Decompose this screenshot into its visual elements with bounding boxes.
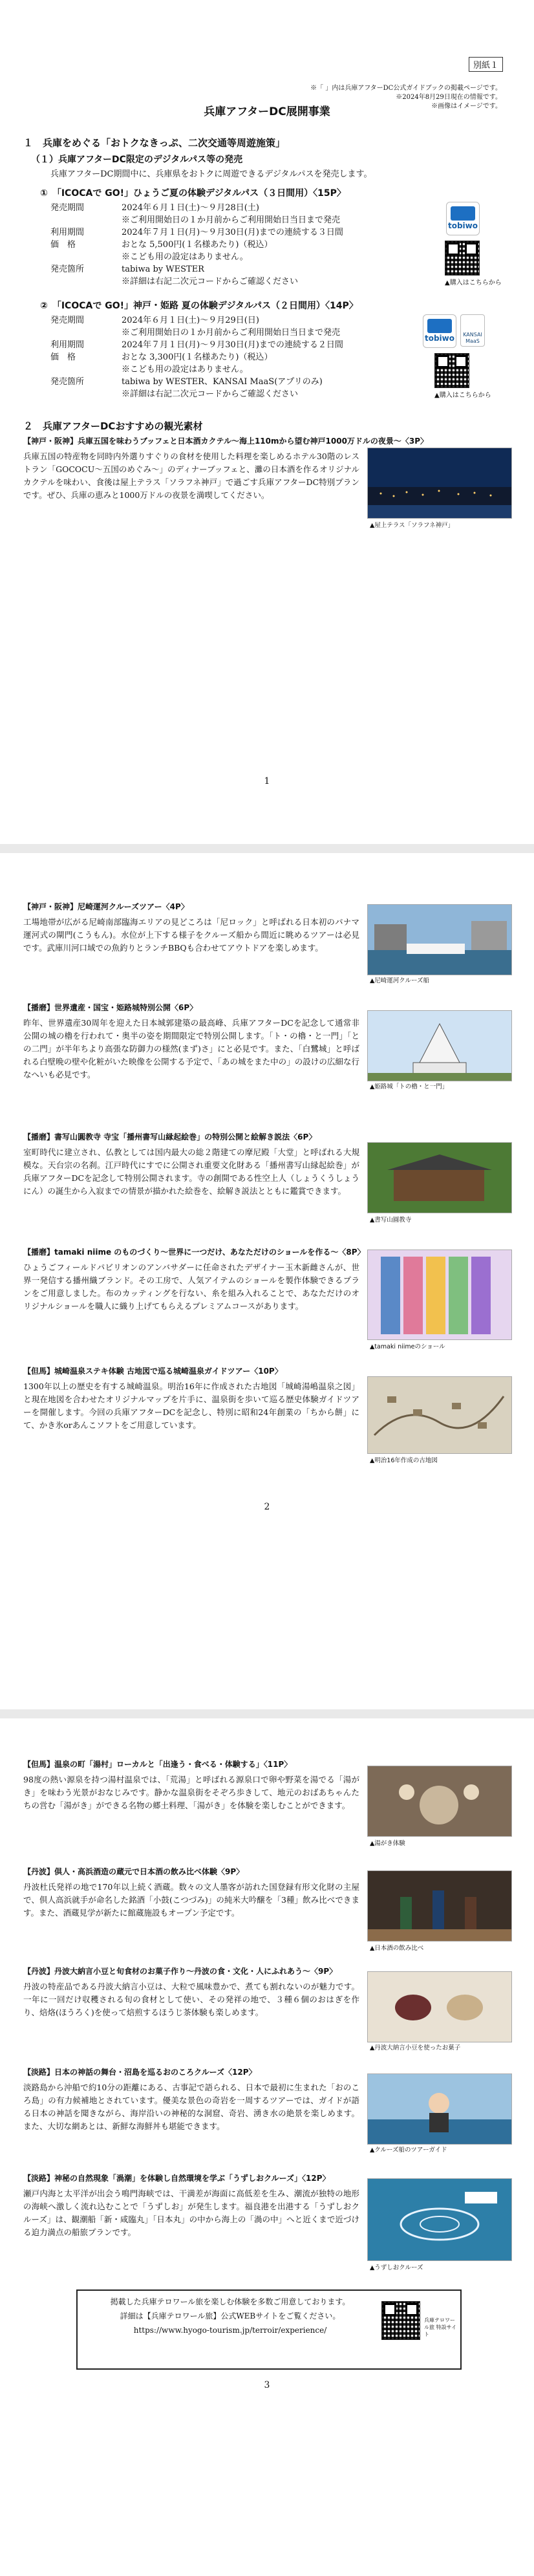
tabiwa-logo: tobiwo — [446, 202, 480, 235]
pass-2-row: ※詳細は右記二次元コードからご確認ください — [122, 389, 299, 399]
pass-2-row: ※ご利用開始日の１か月前からご利用開始日当日まで発売 — [122, 328, 341, 338]
pass-2-row: 発売箇所 tabiwa by WESTER、KANSAI MaaS(アプリのみ) — [50, 377, 323, 387]
spot-description: 98度の熱い源泉を持つ湯村温泉では、「荒湯」と呼ばれる源泉口で卵や野菜を湯でる「湯がき」を味わう光景がおなじみです。静かな温泉街をそぞろ歩きして、地元のおばあちゃんたちの営む「湯がき」ができる名物の郷土料理、「湯がき」を体験を楽しむことができます。 — [23, 1775, 359, 1810]
pass-2-row: ※こども用の設定はありません。 — [122, 365, 248, 374]
pass-2-row: 価 格 おとな 3,300円(１名様あたり)（税込） — [50, 352, 273, 362]
photo-caption: ▲クルーズ船のツアーガイド — [370, 2147, 447, 2154]
photo-caption: ▲明治16年作成の古地図 — [370, 1457, 438, 1464]
footer-line: 詳細は【兵庫テロワール旅】公式WEBサイトをご覧ください。 — [120, 2311, 341, 2321]
spot-title: 【淡路】神秘の自然現象「渦潮」を体験し自然環境を学ぶ「うずしおクルーズ」〈12P〉 — [23, 2174, 330, 2183]
shawl-photo — [367, 1250, 512, 1340]
qr-label: ▲購入はこちらから — [434, 392, 491, 399]
pass-1-row: 発売箇所 tabiwa by WESTER — [50, 265, 204, 274]
pass-2-title: ② 「ICOCAで GO!」神戸・姫路 夏の体験デジタルパス（２日間用）〈14P〉 — [40, 301, 358, 311]
canal-cruise-photo — [367, 904, 512, 975]
spot-description: 瀬戸内海と太平洋が出会う鳴門海峡では、干満差が海面に高低差を生み、潮流が独特の地形の海峡へ激しく流れ込むことで「うずしお」が発生します。福良港を出港する「うずしおクルーズ」は、観潮船「新・咸臨丸」「日本丸」の中から海上の「渦の中」へと近くまで近づける迫力満点の船旅プランです。 — [23, 2189, 359, 2237]
document-page-2 — [0, 855, 534, 1699]
pass-1-row: ※こども用の設定はありません。 — [122, 252, 248, 262]
pass-1-row: 価 格 おとな 5,500円(１名様あたり)（税込） — [50, 240, 273, 250]
pass-2-row: 発売期間 2024年６月１日(土)～９月29日(日) — [50, 316, 259, 325]
himeji-castle-photo — [367, 1010, 512, 1081]
footer-text — [88, 2295, 372, 2337]
note-line: ※「 」内は兵庫アフターDC公式ガイドブックの掲載ページです。 — [310, 85, 502, 92]
spot-title: 【丹波】倶人・高浜酒造の蔵元で日本酒の飲み比べ体験〈9P〉 — [23, 1867, 244, 1876]
spot-description: 室町時代に建立され、仏教としては国内最大の総２階建ての摩尼殿「大堂」と呼ばれる大規模な。天台宗の名刹。江戸時代にすでに公開され重要文化財ある「播州書写山縁起絵巻」が兵庫アフターDCを記念して特別公開されます。寺の創開である性空上人（しょうくうしょうにん）の誕生から入寂までの情景が描かれた絵巻を、絵解き説法とともに鑑賞できます。 — [23, 1147, 359, 1196]
spot-description: 工場地帯が広がる尼崎南部臨海エリアの見どころは「尼ロック」と呼ばれる日本初のパナマ運河式の閘門(こうもん)。水位が上下する様子をクルーズ船から間近に眺めるツアーは必見です。武庫川河口域での魚釣りとランチBBQも合わせてアウトドアを楽しめます。 — [23, 917, 359, 953]
footer-box — [76, 2289, 462, 2370]
spot-description: ひょうごフィールドパビリオンのアンバサダーに任命されたデザイナー玉木新雌さんが、世界一発信する播州織ブランド。その工房で、人気アイテムのショールを製作体験できるプランをご用意しました。布のカッティングを行ない、糸を組み入れることで、あなただけのオリジナルショールを職人に織り上げてもらえるプレミアムコースがあります。 — [23, 1262, 359, 1311]
document-page-3 — [0, 1720, 534, 2564]
photo-caption: ▲屋上テラス「ソラフネ神戸」 — [370, 522, 454, 529]
sweets-photo — [367, 1971, 512, 2042]
pass-1-row: ※ご利用開始日の１か月前からご利用開始日当日まで発売 — [122, 215, 341, 225]
spot-description: 兵庫五国の特産物を同時内外選りすぐりの食材を使用した料理を楽しめるホテル30階のレストラン「GOCOCU～五国のめぐみ～」のディナーブッフェと、灘の日本酒を作るオリジナルカクテルを味わい、食後は屋上テラス「ソラフネ神戸」で過ごす兵庫アフターDC特別プランです。ぜひ、兵庫の恵みと1000万ドルの夜景を満喫してください。 — [23, 451, 359, 500]
spot-title: 【神戸・阪神】兵庫五国を味わうブッフェと日本酒カクテル～海上110mから望む神戸1000万ドルの夜景～〈3P〉 — [23, 437, 429, 446]
qr-code-icon[interactable] — [445, 241, 480, 276]
pass-2-row: 利用期間 2024年７月１日(月)～９月30日(月)までの連続する２日間 — [50, 340, 343, 350]
night-view-photo — [367, 448, 512, 519]
footer-line: 掲載した兵庫テロワール旅を楽しむ体験を多数ご用意しております。 — [110, 2297, 350, 2306]
spot-description: 丹波の特産品である丹波大納言小豆は、大粒で風味豊かで、煮ても割れないのが魅力です。一年に一回だけ収穫される旬の食材として使い、その発祥の地で、３種６個のおはぎを作り、焙烙(ほうろく)を使って焙煎するほうじ茶体験も楽しめます。 — [23, 1982, 359, 2017]
intro-text: 兵庫アフターDC期間中に、兵庫県をおトクに周遊できるデジタルパスを発売します。 — [50, 169, 372, 179]
note-line: ※2024年8月29日現在の情報です。 — [396, 94, 502, 101]
spot-title: 【丹波】丹波大納言小豆と旬食材のお菓子作り～丹波の食・文化・人にふれあう～〈9P〉 — [23, 1967, 337, 1976]
photo-caption: ▲tamaki niimeのショール — [370, 1343, 445, 1350]
photo-caption: ▲尼崎運河クルーズ船 — [370, 977, 430, 984]
footer-url-link[interactable]: https://www.hyogo-tourism.jp/terroir/experience/ — [133, 2326, 327, 2335]
page-number: 2 — [264, 1502, 270, 1512]
tabiwa-logo: tobiwo — [423, 314, 456, 348]
pass-1-row: 利用期間 2024年７月１日(月)～９月30日(月)までの連続する３日間 — [50, 228, 343, 237]
spot-title: 【但馬】温泉の町「湯村」ローカルと「出逢う・食べる・体験する」〈11P〉 — [23, 1760, 292, 1769]
photo-caption: ▲丹波大納言小豆を使ったお菓子 — [370, 2044, 461, 2051]
photo-caption: ▲湯がき体験 — [370, 1840, 405, 1847]
kansai-maas-logo: KANSAI MaaS — [460, 314, 485, 347]
spot-title: 【神戸・阪神】尼崎運河クルーズツアー〈4P〉 — [23, 902, 189, 911]
spot-description: 昨年、世界遺産30周年を迎えた日本城郭建築の最高峰、兵庫アフターDCを記念して通常非公開の城の櫓を行われて・奥半の姿を期間限定で特別公開します。「ト・の櫓・と一門」「との二門」が半年ちより高張な防御力の様然(まず)さ」にと必見です。また、「白鷺城」と呼ばれる白壁晩の壁や化粧がいた映像を公開する予定で、「あの城をまた中の」の設けの広細な行なへいも必見です。 — [23, 1018, 359, 1079]
pass-1-row: 発売期間 2024年６月１日(土)～９月28日(土) — [50, 203, 259, 213]
pass-1-title: ① 「ICOCAで GO!」ひょうご夏の体験デジタルパス（３日間用）〈15P〉 — [40, 188, 346, 199]
whirlpool-photo — [367, 2178, 512, 2261]
qr-label: ▲購入はこちらから — [445, 279, 502, 287]
spot-title: 【播磨】世界遺産・国宝・姫路城特別公開〈6P〉 — [23, 1003, 198, 1012]
pass-1-row: ※詳細は右記二次元コードからご確認ください — [122, 277, 299, 287]
page-separator — [0, 844, 534, 853]
note-line: ※画像はイメージです。 — [431, 103, 502, 110]
page-separator — [0, 1709, 534, 1718]
yugaki-photo — [367, 1766, 512, 1837]
spot-title: 【播磨】書写山圓教寺 寺宝「播州書写山縁起絵巻」の特別公開と絵解き説法〈6P〉 — [23, 1132, 317, 1142]
photo-caption: ▲日本酒の飲み比べ — [370, 1945, 424, 1952]
qr-code-icon[interactable] — [434, 353, 469, 388]
sake-tasting-photo — [367, 1870, 512, 1942]
photo-caption: ▲書写山圓教寺 — [370, 1217, 412, 1224]
old-map-photo — [367, 1376, 512, 1454]
spot-title: 【但馬】城崎温泉ステキ体験 古地図で巡る城崎温泉ガイドツアー〈10P〉 — [23, 1367, 283, 1376]
document-title: 兵庫アフターDC展開事業 — [204, 105, 330, 118]
section-heading-2: ２ 兵庫アフターDCおすすめの観光素材 — [23, 420, 203, 432]
document-page-1 — [0, 0, 534, 844]
spot-description: 1300年以上の歴史を有する城崎温泉。明治16年に作成された古地図「城崎湯嶋温泉之図」と現在地図を合わせたオリジナルマップを片手に、温泉街を歩いて巡る歴史体験ガイドツアーを開催します。今回の兵庫アフターDCを記念し、特別に昭和24年創業の「ちから餅」にて、かき氷orあんこソフトをご用意しています。 — [23, 1381, 359, 1430]
spot-title: 【播磨】tamaki niime のものづくり～世界に一つだけ、あなただけのショールを作る～〈8P〉 — [23, 1248, 365, 1257]
spot-description: 淡路島から沖船で約10分の距離にある、古事記で語られる、日本で最初に生まれた「おのころ島」の有力候補地とされています。優美な景色の奇岩を一周するツアーでは、ガイドが語る日本の神話を聞きながら、海岸沿いの神秘的な洞窟、奇岩、湧き水の絶景を楽しめます。また、大切な網あとは、新鮮な海鮮丼も堪能できます。 — [23, 2083, 359, 2131]
cruise-guide-photo — [367, 2073, 512, 2145]
page-number: 3 — [264, 2380, 270, 2390]
subsection-heading: （１）兵庫アフターDC限定のデジタルパス等の発売 — [31, 155, 243, 165]
qr-label: 兵庫テロワール旅 特設サイト — [424, 2317, 456, 2337]
engyoji-temple-photo — [367, 1142, 512, 1213]
attachment-tag: 別紙１ — [469, 57, 503, 72]
page-number: 1 — [264, 776, 270, 786]
section-heading-1: １ 兵庫をめぐる「おトクなきっぷ、二次交通等周遊施策」 — [23, 137, 286, 149]
photo-caption: ▲うずしおクルーズ — [370, 2264, 423, 2271]
photo-caption: ▲姫路城「トの櫓・と一門」 — [370, 1083, 449, 1090]
spot-description: 丹波杜氏発祥の地で170年以上続く酒蔵。数々の文人墨客が訪れた国登録有形文化財の主屋で、倶人高浜就手が命名した銘酒「小鼓(こつづみ)」の純米大吟醸を「3種」飲み比べできます。また、酒蔵見学が新たに館蔵施設もオープン予定です。 — [23, 1882, 359, 1918]
qr-code-icon[interactable] — [381, 2301, 420, 2340]
spot-title: 【淡路】日本の神話の舞台・沼島を巡るおのころクルーズ〈12P〉 — [23, 2068, 257, 2077]
